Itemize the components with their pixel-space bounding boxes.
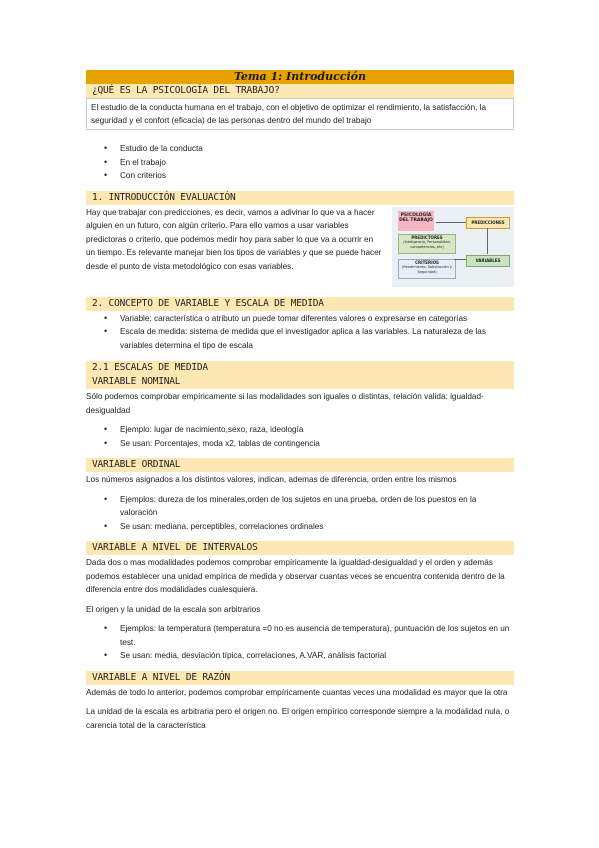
list-item: • Escala de medida: sistema de medida que el investigador aplica a las variables. La naturaleza de las variables determina el tipo de escala	[104, 326, 486, 350]
bullet-icon: •	[104, 424, 108, 434]
bullets-list-1	[86, 142, 514, 183]
intro-paragraph: Hay que trabajar con predicciones, es decir, vamos a adivinar lo que va a hacer alguien en un futuro, con algún criterio. Para ello vamos a usar variables predictoras o criterio, que podemos medir hoy para saber lo que va a ocurrir en un tiempo. Es relevante manejar bien los tipos de variables y que se puede hacer desde el punto de vista metodológico con esas variables.	[86, 207, 382, 271]
bullet-icon: •	[104, 437, 108, 448]
list-item: • Variable: característica o atributo un puede tomar diferentes valores o expresarse en categorías	[120, 312, 514, 326]
diagram-arrow-1	[436, 222, 466, 223]
list-item: • Se usan: mediana, perceptibles, correlaciones ordinales	[120, 520, 514, 534]
interval-paragraph: Dada dos o mas modalidades podemos comprobar empíricamente la igualdad-desigualdad y el orden y además podemos establecer una unidad empírica de medida y observar cuantas veces se encuentra contenida dentro de la diferencia entre dos modalidades cualesquiera.	[86, 558, 505, 594]
heading-nominal: VARIABLE NOMINAL	[86, 375, 514, 389]
ordinal-paragraph: Los números asignados a los distintos valores, indican, ademas de diferencia, orden entre los mismos	[86, 475, 457, 484]
bullet-icon: •	[104, 650, 108, 660]
list-item: • Con criterios	[120, 169, 514, 183]
bullets-nominal	[86, 423, 514, 450]
list-item: • Se usan: media, desviación típica, correlaciones, A.VAR, análisis factorial	[120, 649, 514, 663]
ratio-paragraph-2: La unidad de la escala es arbitraria pero el origen no. El origen empírico corresponde siempre a la modalidad nula, o carencia total de la característica	[86, 707, 510, 730]
bullets-ordinal	[86, 493, 514, 534]
heading-intro-evaluation: 1. INTRODUCCIÓN EVALUACIÓN	[86, 191, 514, 205]
heading-interval: VARIABLE A NIVEL DE INTERVALOS	[86, 541, 514, 555]
interval-paragraph-2: El origen y la unidad de la escala son arbitrarios	[86, 604, 261, 614]
definition-text: El estudio de la conducta humana en el trabajo, con el objetivo de optimizar el rendimiento, la satisfacción, la seguridad y el confort (eficacia) de las personas dentro del mundo del trabajo	[91, 103, 487, 125]
bullet-icon: •	[104, 312, 108, 323]
diagram-box-predicciones: PREDICCIONES	[466, 217, 510, 229]
diagram-arrow-3	[487, 228, 488, 254]
list-item: • En el trabajo	[120, 156, 514, 170]
diagram-box-variables: VARIABLES	[466, 255, 510, 267]
nominal-paragraph: Sólo podemos comprobar empíricamente si las modalidades son iguales o distintas, relación valida: igualdad-desigualdad	[86, 392, 484, 415]
list-item: • Ejemplos: dureza de los minerales,orden de los sujetos en una prueba, orden de los puestos en la valoración	[104, 493, 477, 517]
list-item: • Estudio de la conducta	[120, 142, 514, 156]
heading-ratio: VARIABLE A NIVEL DE RAZÓN	[86, 671, 514, 685]
ratio-paragraph: Además de todo lo anterior, podemos comprobar empíricamente cuantas veces una modalidad es mayor que la otra	[86, 687, 508, 697]
heading-ordinal: VARIABLE ORDINAL	[86, 458, 514, 472]
bullet-icon: •	[104, 326, 108, 336]
bullets-interval	[86, 622, 514, 663]
document-page	[86, 70, 514, 732]
heading-scales: 2.1 ESCALAS DE MEDIDA	[86, 361, 514, 375]
intro-section	[86, 205, 514, 291]
heading-what-is: ¿QUÉ ES LA PSICOLOGÍA DEL TRABAJO?	[86, 84, 514, 98]
diagram-box-predictores: PREDICTORES (Inteligencia, Personalidad, competencias, etc)	[398, 234, 456, 254]
diagram-box-psicologia: PSICOLOGÍA DEL TRABAJO	[398, 211, 434, 231]
diagram-box-criterios: CRITERIOS (Rendimiento, Satisfacción y Seguridad)	[398, 259, 456, 279]
bullet-icon: •	[104, 520, 108, 531]
heading-variable-concept: 2. CONCEPTO DE VARIABLE Y ESCALA DE MEDIDA	[86, 297, 514, 311]
bullet-icon: •	[104, 170, 108, 180]
list-item: • Se usan: Porcentajes, moda x2, tablas de contingencia	[120, 437, 514, 451]
bullets-list-2	[86, 312, 514, 353]
document-title: Tema 1: Introducción	[86, 70, 514, 84]
bullet-icon: •	[104, 156, 108, 167]
list-item: • Ejemplos: la temperatura (temperatura =0 no es ausencia de temperatura), puntuación de los sujetos en un test.	[104, 623, 510, 647]
bullet-icon: •	[104, 143, 108, 153]
bullet-icon: •	[104, 493, 108, 504]
variables-diagram	[392, 207, 514, 287]
definition-box	[86, 98, 514, 130]
bullet-icon: •	[104, 623, 108, 633]
list-item: • Ejemplo: lugar de nacimiento,sexo, raza, ideología	[120, 423, 514, 437]
diagram-arrow-2	[454, 259, 466, 260]
